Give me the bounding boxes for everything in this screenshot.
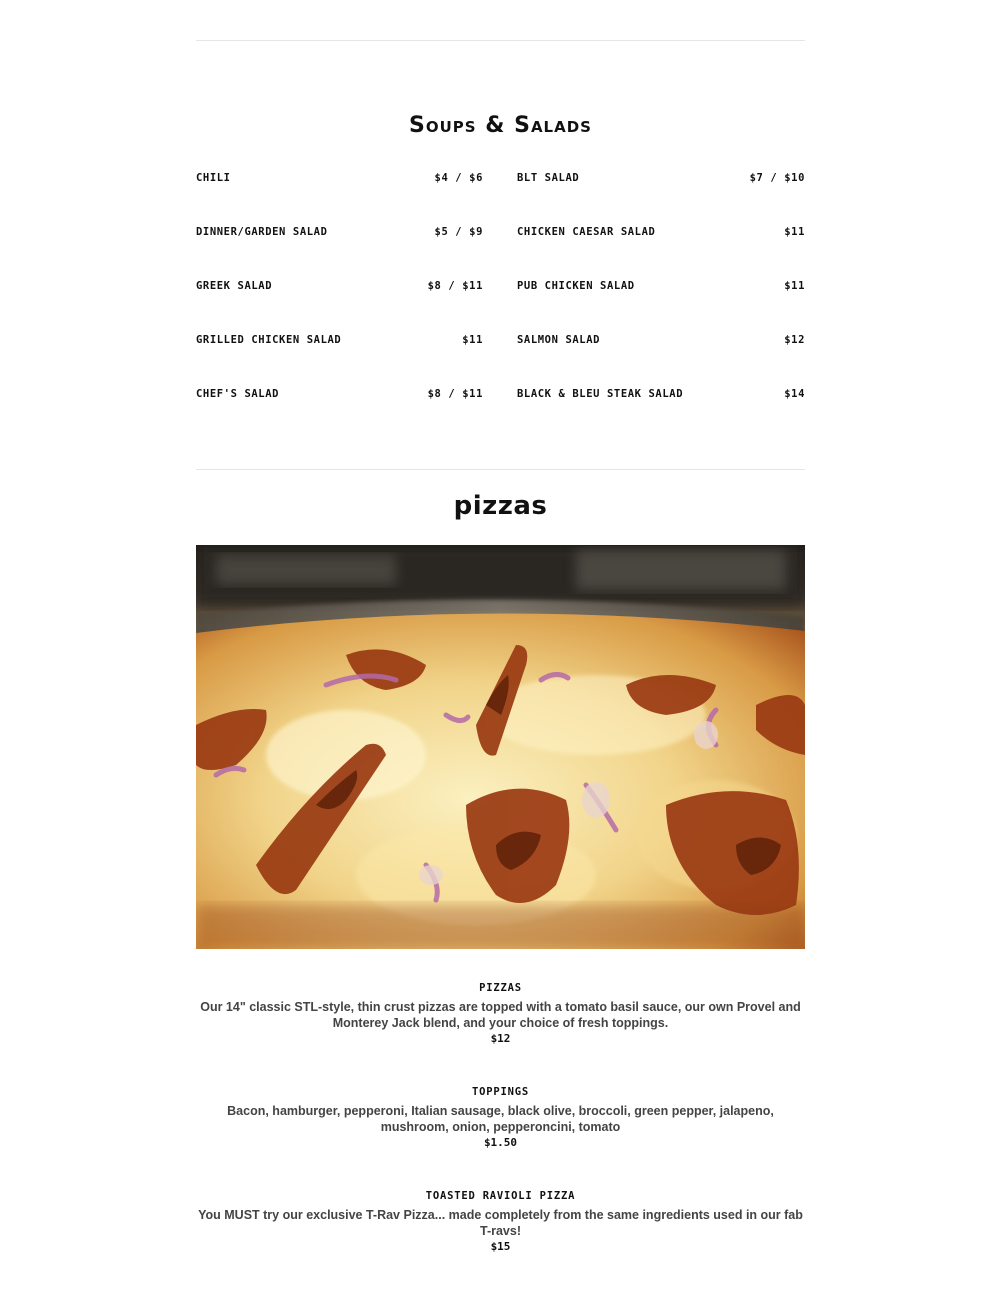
pizzas-item-price: $12 — [490, 1032, 511, 1045]
menu-item — [517, 280, 805, 300]
menu-item — [196, 172, 483, 192]
menu-item — [517, 226, 805, 246]
menu-item — [517, 334, 805, 354]
menu-item-price: $11 — [784, 280, 805, 292]
menu-item-price: $14 — [784, 388, 805, 400]
pizzas-description — [196, 982, 805, 1045]
menu-item-name: CHEF'S SALAD — [196, 388, 280, 400]
toasted-ravioli-pizza-text: You MUST try our exclusive T-Rav Pizza... made completely from the same ingredients used in our fab T-ravs! — [198, 1208, 803, 1238]
menu-item-name: GRILLED CHICKEN SALAD — [196, 334, 342, 346]
section-divider — [196, 469, 805, 470]
pizzas-item-title: PIZZAS — [479, 982, 522, 994]
toasted-ravioli-pizza-price: $15 — [490, 1240, 511, 1253]
pizza-photo — [196, 545, 805, 949]
toppings-description — [196, 1086, 805, 1149]
toppings-item-title: TOPPINGS — [472, 1086, 529, 1098]
pizzas-item-text: Our 14" classic STL-style, thin crust pizzas are topped with a tomato basil sauce, our own Provel and Monterey Jack blend, and your choice of fresh toppings. — [200, 1000, 801, 1030]
section-title-soups-salads: Soups & Salads — [409, 113, 592, 138]
menu-item-price: $11 — [462, 334, 483, 346]
menu-item-name: DINNER/GARDEN SALAD — [196, 226, 328, 238]
toasted-ravioli-pizza-description — [196, 1190, 805, 1253]
menu-item — [517, 388, 805, 408]
menu-item — [196, 334, 483, 354]
menu-item-name: BLACK & BLEU STEAK SALAD — [517, 388, 684, 400]
menu-item — [196, 226, 483, 246]
menu-item-price: $8 / $11 — [427, 388, 483, 400]
menu-item — [517, 172, 805, 192]
menu-item-name: SALMON SALAD — [517, 334, 601, 346]
menu-item-price: $4 / $6 — [434, 172, 483, 184]
toppings-item-text: Bacon, hamburger, pepperoni, Italian sausage, black olive, broccoli, green pepper, jalapeno, mushroom, onion, pepperoncini, tomato — [227, 1104, 774, 1134]
menu-item-name: CHICKEN CAESAR SALAD — [517, 226, 656, 238]
menu-item-name: PUB CHICKEN SALAD — [517, 280, 635, 292]
toppings-item-price: $1.50 — [483, 1136, 518, 1149]
menu-item-price: $5 / $9 — [434, 226, 483, 238]
menu-item-price: $8 / $11 — [427, 280, 483, 292]
top-divider — [196, 40, 805, 41]
menu-item-name: BLT SALAD — [517, 172, 580, 184]
section-title-pizzas: pizzas — [453, 491, 548, 521]
menu-item — [196, 280, 483, 300]
menu-item — [196, 388, 483, 408]
menu-item-name: GREEK SALAD — [196, 280, 273, 292]
menu-item-price: $11 — [784, 226, 805, 238]
menu-item-price: $7 / $10 — [749, 172, 805, 184]
menu-item-price: $12 — [784, 334, 805, 346]
menu-item-name: CHILI — [196, 172, 231, 184]
toasted-ravioli-pizza-title: TOASTED RAVIOLI PIZZA — [425, 1190, 576, 1202]
